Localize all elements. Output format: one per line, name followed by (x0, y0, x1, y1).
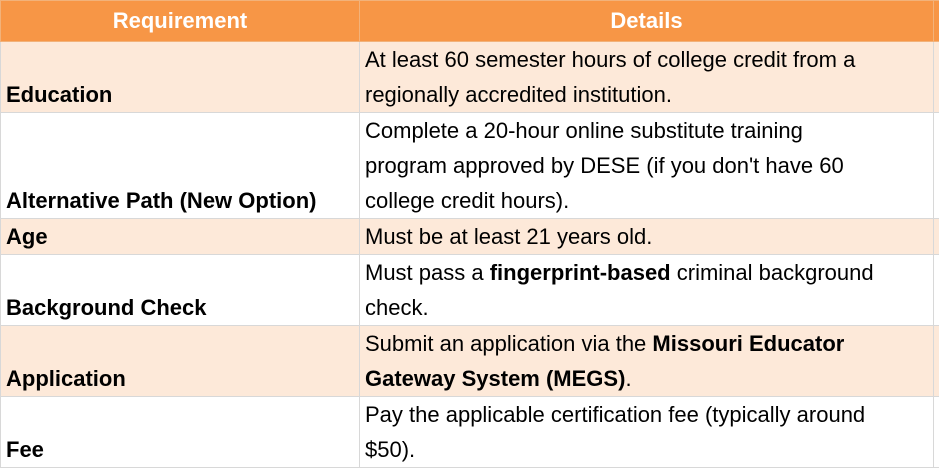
details-bold-text: fingerprint-based (490, 260, 671, 285)
details-cell[interactable] (360, 42, 934, 113)
details-text: Submit an application via the (365, 331, 652, 356)
table-row (1, 219, 939, 255)
header-row (1, 1, 939, 42)
requirement-cell[interactable]: Education (1, 42, 360, 113)
details-text: . (625, 366, 631, 391)
table-row (1, 397, 939, 468)
details-bold-text: Gateway System (MEGS) (365, 366, 625, 391)
details-cell[interactable] (360, 219, 934, 255)
details-text: criminal background (671, 260, 874, 285)
spill-cell[interactable] (934, 255, 939, 326)
header-spill-cell[interactable] (934, 1, 939, 42)
requirement-cell[interactable]: Background Check (1, 255, 360, 326)
details-cell[interactable] (360, 326, 934, 397)
details-cell[interactable] (360, 255, 934, 326)
details-line: check. (365, 295, 429, 320)
details-line: At least 60 semester hours of college credit from a (365, 47, 855, 72)
details-cell[interactable] (360, 113, 934, 219)
spill-cell[interactable] (934, 397, 939, 468)
details-line: regionally accredited institution. (365, 82, 672, 107)
details-line: Must be at least 21 years old. (365, 224, 652, 249)
header-details[interactable]: Details (360, 1, 934, 42)
table-row (1, 113, 939, 219)
table-row (1, 326, 939, 397)
requirement-cell[interactable]: Application (1, 326, 360, 397)
details-line: $50). (365, 437, 415, 462)
spill-cell[interactable] (934, 113, 939, 219)
details-bold-text: Missouri Educator (652, 331, 844, 356)
spill-cell[interactable] (934, 219, 939, 255)
table-row (1, 42, 939, 113)
requirement-cell[interactable]: Fee (1, 397, 360, 468)
details-cell[interactable] (360, 397, 934, 468)
header-requirement[interactable]: Requirement (1, 1, 360, 42)
details-line: college credit hours). (365, 188, 569, 213)
table-row (1, 255, 939, 326)
details-line: Complete a 20-hour online substitute training (365, 118, 803, 143)
spill-cell[interactable] (934, 42, 939, 113)
details-text: Must pass a (365, 260, 490, 285)
details-line: program approved by DESE (if you don't have 60 (365, 153, 844, 178)
requirement-cell[interactable]: Alternative Path (New Option) (1, 113, 360, 219)
details-line: Pay the applicable certification fee (typically around (365, 402, 865, 427)
requirement-cell[interactable]: Age (1, 219, 360, 255)
spill-cell[interactable] (934, 326, 939, 397)
